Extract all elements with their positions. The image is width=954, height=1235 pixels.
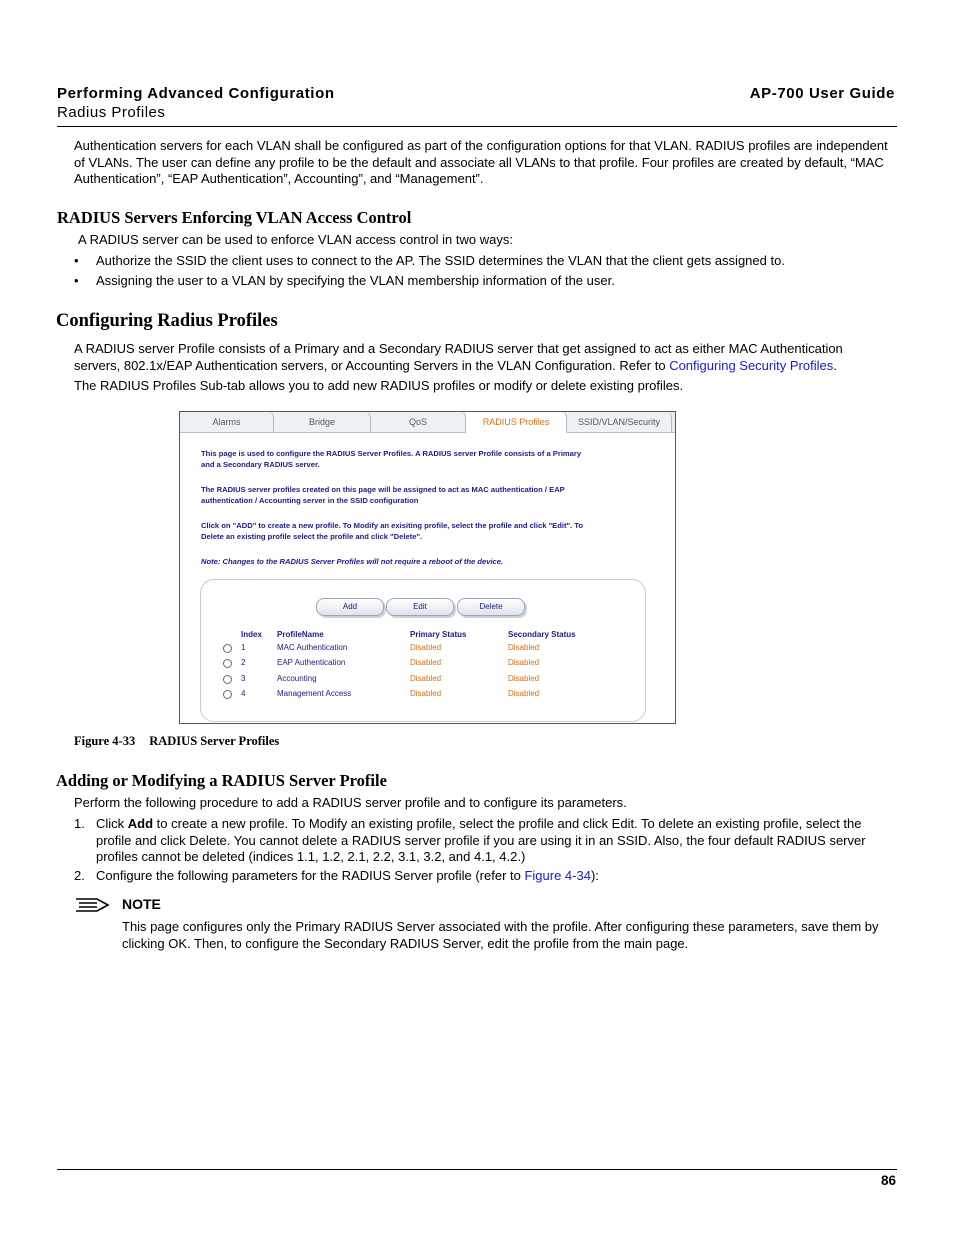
tab-bridge[interactable]: Bridge [274, 412, 371, 432]
row-index: 2 [241, 658, 246, 667]
section-subtitle: Radius Profiles [57, 104, 166, 121]
profile-radio-1[interactable] [223, 644, 232, 653]
radius-profiles-screenshot [179, 411, 676, 724]
info-paragraph-1: This page is used to configure the RADIUS Server Profiles. A RADIUS server Profile consists of a Primary and a Secondary RADIUS server. [201, 449, 582, 469]
vlan-lead-text: A RADIUS server can be used to enforce VLAN access control in two ways: [78, 232, 513, 247]
add-lead-text: Perform the following procedure to add a RADIUS server profile and to configure its parameters. [74, 795, 627, 810]
row-primary-status: Disabled [410, 674, 442, 683]
tab-qos[interactable]: QoS [371, 412, 466, 432]
delete-button[interactable]: Delete [457, 598, 525, 616]
tab-bar [180, 412, 675, 433]
profile-radio-2[interactable] [223, 659, 232, 668]
reboot-note: Note: Changes to the RADIUS Server Profiles will not require a reboot of the device. [201, 557, 504, 566]
header-rule [57, 126, 897, 127]
column-header-primary-status: Primary Status [410, 630, 467, 639]
row-profile-name: EAP Authentication [277, 658, 346, 667]
configuring-security-profiles-link[interactable]: Configuring Security Profiles [669, 357, 834, 373]
vlan-bullet-2: Assigning the user to a VLAN by specifying the VLAN membership information of the user. [96, 273, 615, 288]
column-header-secondary-status: Secondary Status [508, 630, 576, 639]
row-secondary-status: Disabled [508, 689, 540, 698]
row-secondary-status: Disabled [508, 658, 540, 667]
add-section-heading: Adding or Modifying a RADIUS Server Profile [56, 771, 387, 790]
step-2-text: Configure the following parameters for the RADIUS Server profile (refer to Figure 4-34): [96, 868, 599, 883]
config-paragraph: A RADIUS server Profile consists of a Primary and a Secondary RADIUS server that get assigned to act as either MAC Authentication servers, 802.1x/EAP Authentication servers, or Accounting Servers in the VLAN Configuration. Refer to Configuring Security Profiles. [74, 341, 843, 373]
row-profile-name: Accounting [277, 674, 317, 683]
tab-ssid-vlan-security[interactable]: SSID/VLAN/Security [567, 412, 672, 432]
add-button[interactable]: Add [316, 598, 384, 616]
note-text: This page configures only the Primary RADIUS Server associated with the profile. After configuring these parameters, save them by clicking OK. Then, to configure the Secondary RADIUS Server, edit the profile from the main page. [122, 919, 879, 951]
row-primary-status: Disabled [410, 658, 442, 667]
bullet-marker: • [74, 273, 79, 288]
step-1-text: Click Add to create a new profile. To Modify an existing profile, select the profile and click Edit. To delete an existing profile, select the profile and click Delete. You cannot delete a RADIUS server profile if you are using it in an SSID. Also, the four default RADIUS server profiles cannot be deleted (indices 1.1, 1.2, 2.1, 2.2, 3.1, 3.2, and 4.1, 4.2.) [96, 816, 866, 864]
note-label: NOTE [122, 896, 161, 912]
chapter-title: Performing Advanced Configuration [57, 85, 335, 102]
page-number: 86 [880, 1173, 896, 1188]
bullet-marker: • [74, 253, 79, 268]
config-paragraph-2: The RADIUS Profiles Sub-tab allows you to add new RADIUS profiles or modify or delete existing profiles. [74, 378, 684, 393]
intro-paragraph: Authentication servers for each VLAN shall be configured as part of the configuration options for that VLAN. RADIUS profiles are independent of VLANs. The user can define any profile to be the default and associate all VLANs to that profile. Four profiles are created by default, “MAC Authentication”, “EAP Authentication”, Accounting”, and “Management”. [74, 138, 888, 186]
vlan-section-heading: RADIUS Servers Enforcing VLAN Access Control [57, 208, 412, 227]
row-primary-status: Disabled [410, 643, 442, 652]
profile-radio-3[interactable] [223, 675, 232, 684]
figure-caption: Figure 4-33 RADIUS Server Profiles [74, 734, 280, 748]
config-section-heading: Configuring Radius Profiles [56, 311, 278, 331]
footer-rule [57, 1169, 897, 1170]
step-number: 2. [74, 868, 85, 883]
profile-radio-4[interactable] [223, 690, 232, 699]
info-paragraph-2: The RADIUS server profiles created on this page will be assigned to act as MAC authentication / EAP authentication / Accounting server in the SSID configuration [201, 485, 565, 505]
note-arrow-icon [75, 896, 111, 914]
row-index: 4 [241, 689, 246, 698]
tab-alarms[interactable]: Alarms [180, 412, 274, 432]
tab-radius-profiles[interactable]: RADIUS Profiles [466, 412, 567, 433]
row-secondary-status: Disabled [508, 643, 540, 652]
step-number: 1. [74, 816, 85, 831]
vlan-bullet-1: Authorize the SSID the client uses to connect to the AP. The SSID determines the VLAN that the client gets assigned to. [96, 253, 785, 268]
edit-button[interactable]: Edit [386, 598, 454, 616]
column-header-profile-name: ProfileName [277, 630, 324, 639]
row-secondary-status: Disabled [508, 674, 540, 683]
row-primary-status: Disabled [410, 689, 442, 698]
guide-title: AP-700 User Guide [749, 85, 895, 102]
row-profile-name: Management Access [277, 689, 352, 698]
column-header-index: Index [241, 630, 262, 639]
row-profile-name: MAC Authentication [277, 643, 348, 652]
figure-4-34-link[interactable]: Figure 4-34 [524, 868, 591, 883]
row-index: 3 [241, 674, 246, 683]
row-index: 1 [241, 643, 246, 652]
info-paragraph-3: Click on "ADD" to create a new profile. To Modify an exisiting profile, select the profile and click "Edit". To Delete an existing profile select the profile and click "Delete". [201, 521, 584, 541]
